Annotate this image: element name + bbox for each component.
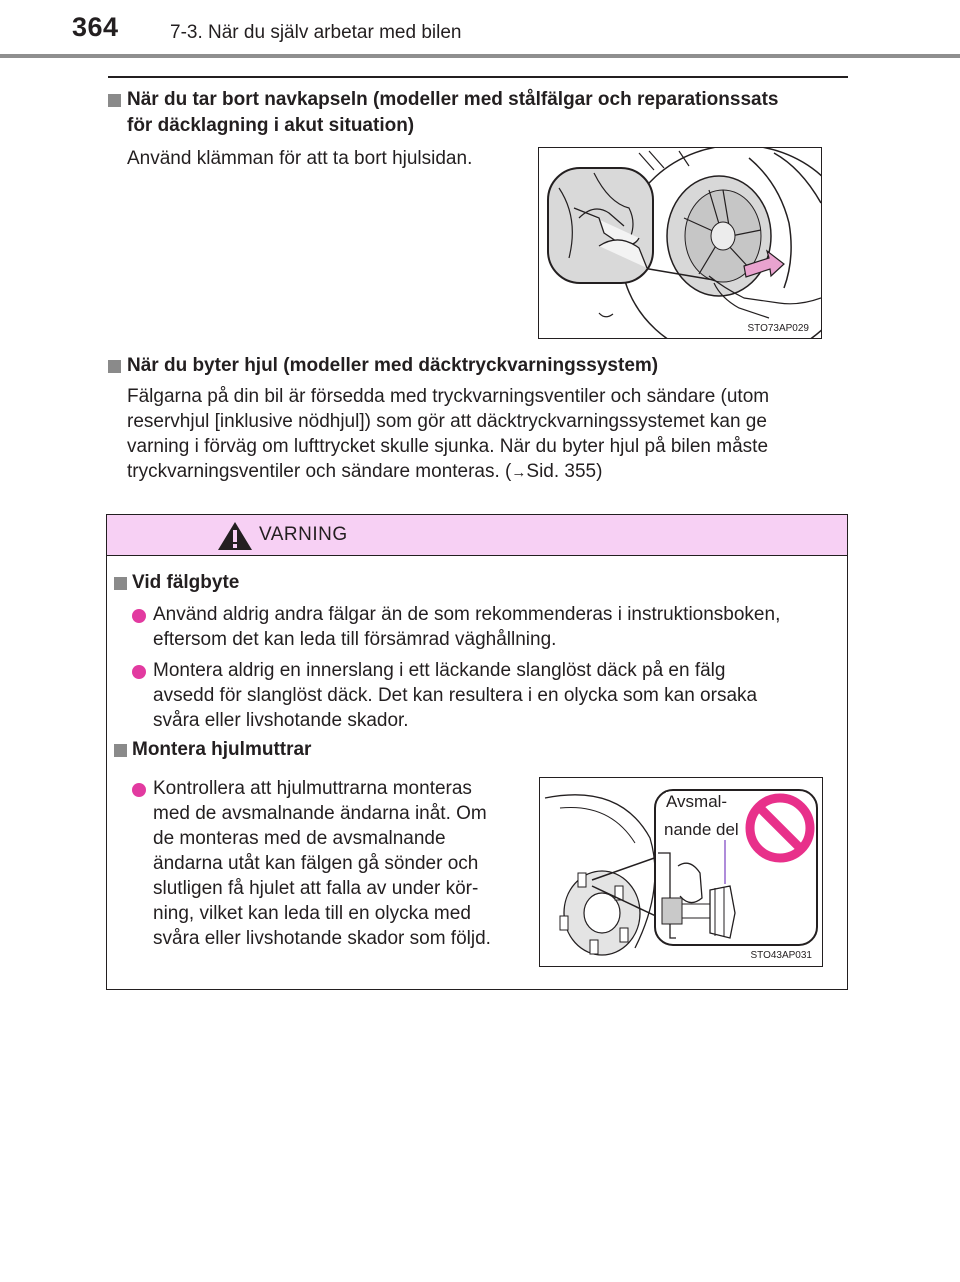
- figure-label-line1: Avsmal-: [666, 792, 728, 811]
- section2-line3: varning i förväg om lufttrycket skulle sjunka. När du byter hjul på bilen måste: [127, 436, 769, 457]
- sub2-line-5: slutligen få hjulet att falla av under kör-: [153, 878, 479, 899]
- sub2-line-4: ändarna utåt kan fälgen gå sönder och: [153, 853, 479, 874]
- sub1-heading: Vid fälgbyte: [132, 572, 240, 593]
- section2-line2: reservhjul [inklusive nödhjul]) som gör att däcktryckvarningssystemet kan ge: [127, 411, 767, 432]
- prohibition-icon: [750, 798, 810, 858]
- section2-square-icon: [108, 360, 121, 373]
- figure-code: STO73AP029: [747, 323, 809, 334]
- section-rule: [108, 76, 848, 78]
- header-rule: [0, 54, 960, 58]
- sub1-b2-line1: Montera aldrig en innerslang i ett läckande slanglöst däck på en fälg: [153, 660, 726, 681]
- section2-heading: När du byter hjul (modeller med däcktryckvarningssystem): [127, 355, 659, 376]
- arrow-icon: →: [511, 464, 527, 481]
- sub1-b2-line2: avsedd för slanglöst däck. Det kan resultera i en olycka som kan orsaka: [153, 685, 758, 706]
- section1-text: Använd klämman för att ta bort hjulsidan.: [127, 148, 473, 169]
- page-number: 364: [72, 12, 119, 42]
- figure-code: STO43AP031: [750, 950, 812, 961]
- section2-line4-prefix: tryckvarningsventiler och sändare monteras. (: [127, 461, 512, 482]
- figure-label-line2: nande del: [664, 820, 739, 839]
- warning-header: [107, 515, 847, 556]
- wheel-nut-figure: [539, 777, 823, 967]
- warning-box: [106, 514, 848, 990]
- sub2-heading: Montera hjulmuttrar: [132, 739, 312, 760]
- section2-line4: [127, 459, 602, 485]
- sub2-line-6: ning, vilket kan leda till en olycka med: [153, 903, 471, 924]
- section2-line1: Fälgarna på din bil är försedda med tryckvarningsventiler och sändare (utom: [127, 386, 770, 407]
- sub2-square-icon: [114, 744, 127, 757]
- warning-triangle-icon: [217, 521, 253, 551]
- sub2-line-1: Kontrollera att hjulmuttrarna monteras: [153, 778, 472, 799]
- warning-title: VARNING: [259, 524, 348, 545]
- hubcap-figure: [538, 147, 822, 339]
- bullet-icon: [132, 609, 146, 623]
- section1-heading-line2: för däcklagning i akut situation): [127, 115, 415, 136]
- chapter-title: 7-3. När du själv arbetar med bilen: [170, 22, 462, 43]
- page-reference-link[interactable]: Sid. 355): [526, 461, 603, 482]
- sub1-b1-line2: eftersom det kan leda till försämrad väghållning.: [153, 629, 557, 650]
- section1-square-icon: [108, 94, 121, 107]
- sub2-line-7: svåra eller livshotande skador som följd.: [153, 928, 491, 949]
- bullet-icon: [132, 783, 146, 797]
- sub1-square-icon: [114, 577, 127, 590]
- sub1-b2-line3: svåra eller livshotande skador.: [153, 710, 409, 731]
- sub2-line-3: de monteras med de avsmalnande: [153, 828, 446, 849]
- bullet-icon: [132, 665, 146, 679]
- sub1-b1-line1: Använd aldrig andra fälgar än de som rekommenderas i instruktionsboken,: [153, 604, 781, 625]
- sub2-line-2: med de avsmalnande ändarna inåt. Om: [153, 803, 487, 824]
- section1-heading-line1: När du tar bort navkapseln (modeller med stålfälgar och reparationssats: [127, 89, 779, 110]
